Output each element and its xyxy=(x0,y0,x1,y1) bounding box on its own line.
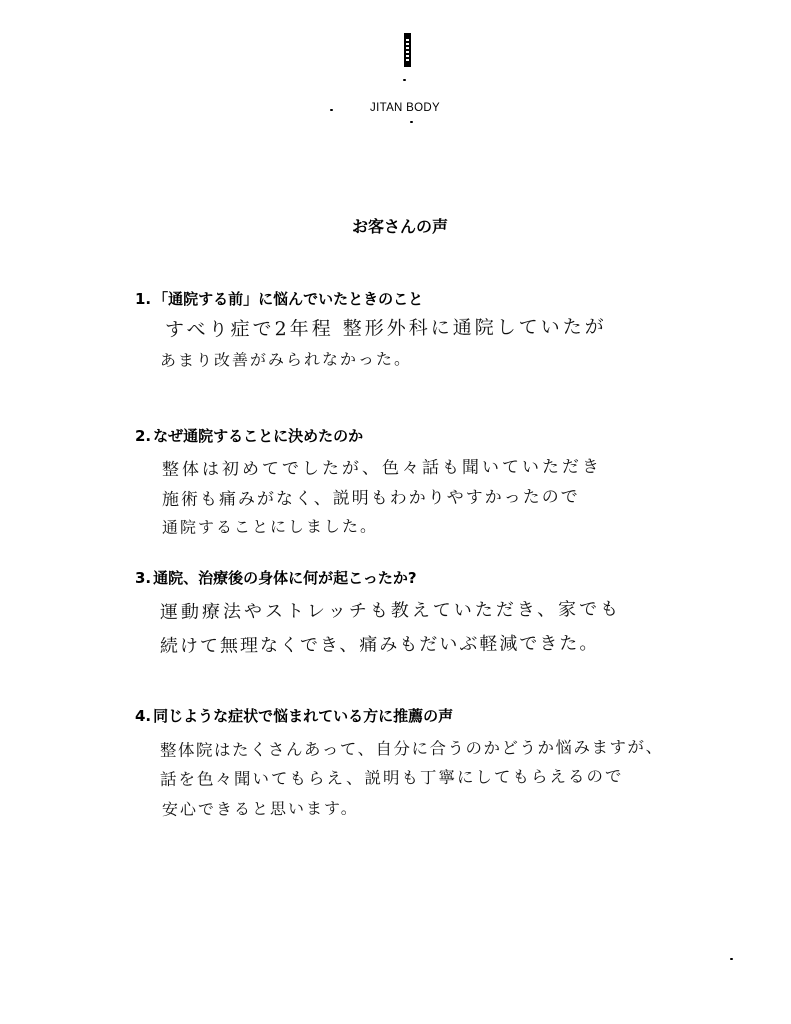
question-text: 同じような症状で悩まれている方に推薦の声 xyxy=(153,707,454,725)
logo-mark xyxy=(404,33,411,67)
answer-line: あまり改善がみられなかった。 xyxy=(159,349,413,370)
answer-line: 整体院はたくさんあって、自分に合うのかどうか悩みますが、 xyxy=(159,737,664,760)
question-2 xyxy=(135,425,363,446)
question-number: 4. xyxy=(135,707,152,725)
speck xyxy=(730,958,733,960)
answer-line: 通院することにしました。 xyxy=(161,516,379,537)
speck xyxy=(330,109,333,111)
question-number: 1. xyxy=(135,290,152,308)
speck xyxy=(410,121,413,123)
question-text: 「通院する前」に悩んでいたときのこと xyxy=(153,290,424,308)
answer-line: 施術も痛みがなく、説明もわかりやすかったので xyxy=(161,487,580,510)
question-number: 3. xyxy=(135,569,152,587)
question-1 xyxy=(135,288,423,309)
speck xyxy=(403,79,406,81)
question-text: なぜ通院することに決めたのか xyxy=(153,427,364,445)
answer-line: 安心できると思います。 xyxy=(161,798,359,819)
brand-name: JITAN BODY xyxy=(370,102,440,114)
question-3 xyxy=(135,567,417,588)
question-text: 通院、治療後の身体に何が起こったか? xyxy=(153,569,417,587)
page-title: お客さんの声 xyxy=(351,217,448,236)
question-4 xyxy=(135,705,453,726)
question-number: 2. xyxy=(135,427,152,445)
answer-line: 整体は初めてでしたが、色々話も聞いていただき xyxy=(161,456,603,480)
answer-line: 話を色々聞いてもらえ、説明も丁寧にしてもらえるので xyxy=(159,766,624,789)
answer-line: 続けて無理なくでき、痛みもだいぶ軽減できた。 xyxy=(159,632,600,657)
answer-line: 運動療法やストレッチも教えていただき、家でも xyxy=(159,598,622,623)
answer-line: すべり症で2年程 整形外科に通院していたが xyxy=(164,315,607,341)
